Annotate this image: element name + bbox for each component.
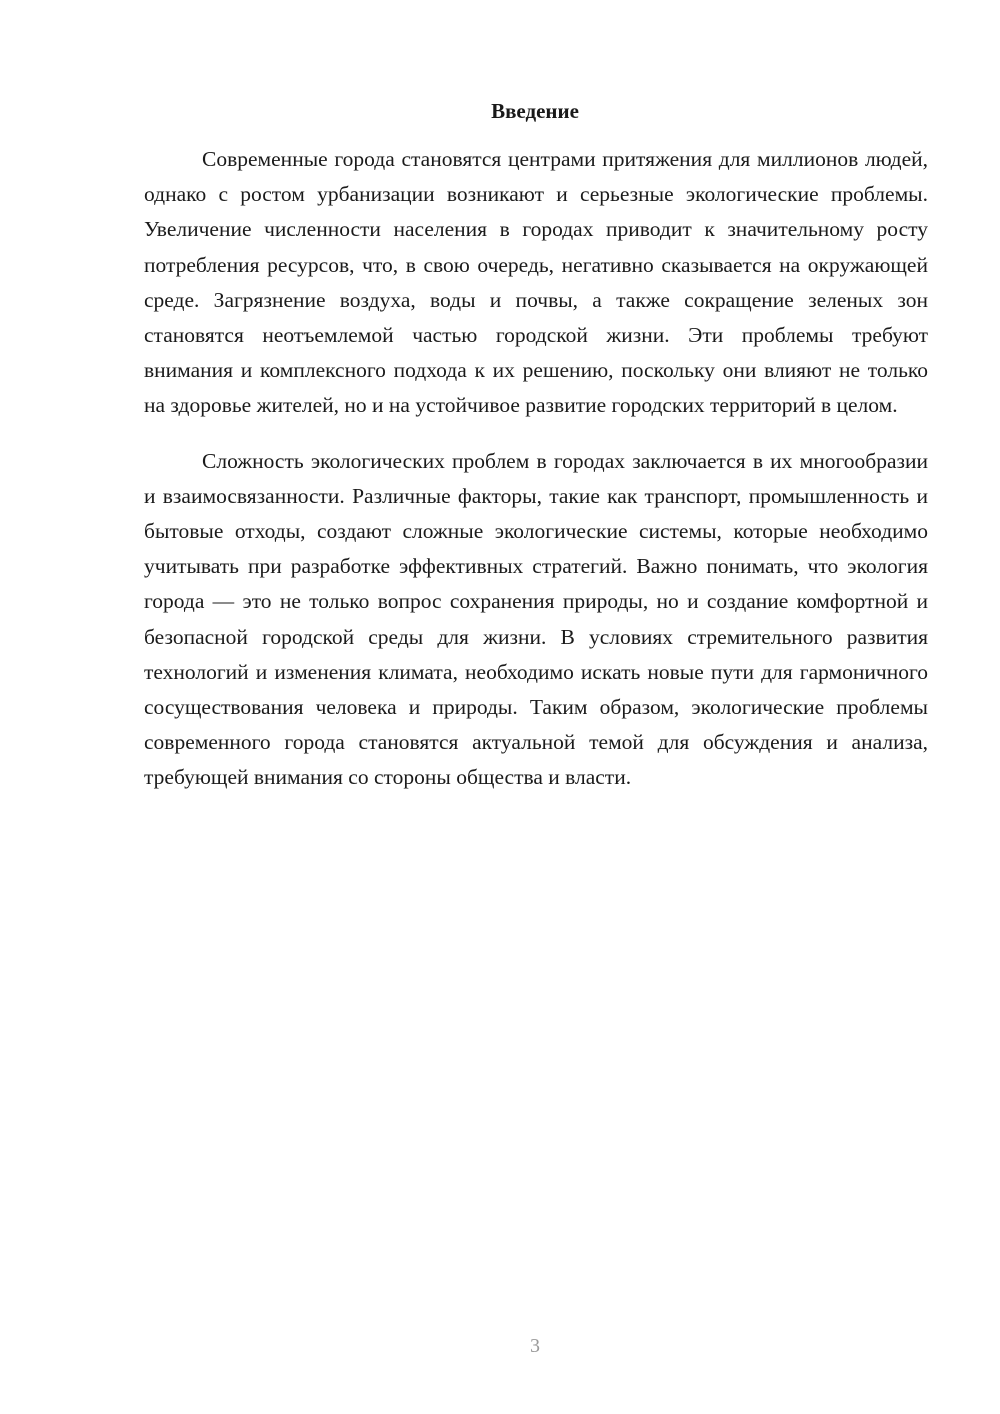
section-heading: Введение [491, 99, 579, 123]
paragraph-2: Сложность экологических проблем в городах заключается в их многообразии и взаимосвязанности. Различные факторы, такие как транспорт, промышленность и бытовые отходы, создают сложные экологические системы, которые необходимо учитывать при разработке эффективных стратегий. Важно понимать, что экология города — это не только вопрос сохранения природы, но и создание комфортной и безопасной городской среды для жизни. В условиях стремительного развития технологий и изменения климата, необходимо искать новые пути для гармоничного сосуществования человека и природы. Таким образом, экологические проблемы современного города становятся актуальной темой для обсуждения и анализа, требующей внимания со стороны общества и власти. [144, 448, 928, 790]
body-text [144, 142, 928, 796]
page-number: 3 [530, 1335, 540, 1357]
paragraph-1: Современные города становятся центрами притяжения для миллионов людей, однако с ростом урбанизации возникают и серьезные экологические проблемы. Увеличение численности населения в городах приводит к значительному росту потребления ресурсов, что, в свою очередь, негативно сказывается на окружающей среде. Загрязнение воздуха, воды и почвы, а также сокращение зеленых зон становятся неотъемлемой частью городской жизни. Эти проблемы требуют внимания и комплексного подхода к их решению, поскольку они влияют не только на здоровье жителей, но и на устойчивое развитие городских территорий в целом. [144, 147, 928, 418]
